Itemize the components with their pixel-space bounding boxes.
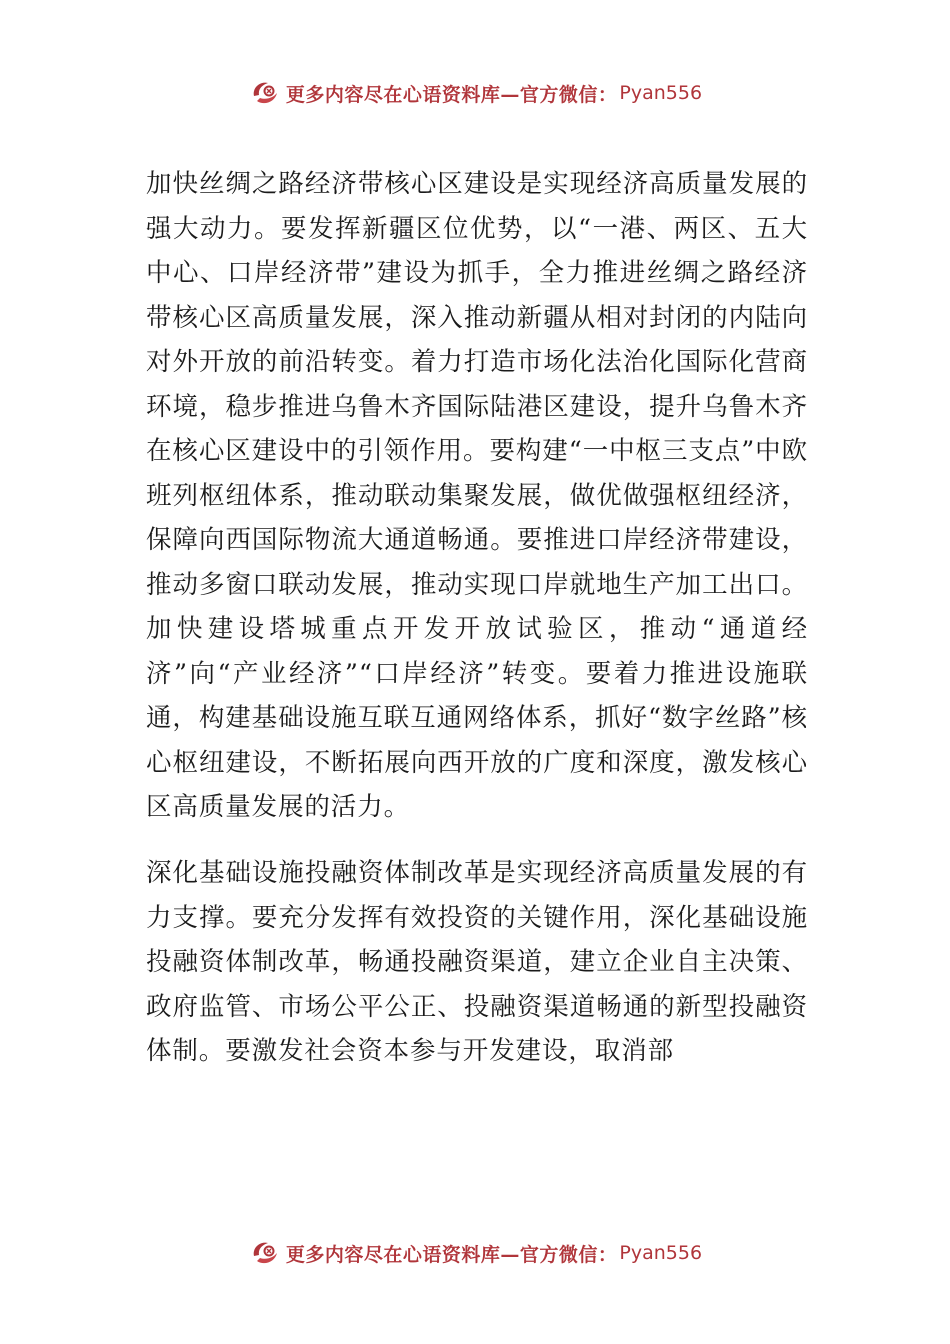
- brand-logo-icon: [248, 1236, 282, 1270]
- brand-logo-icon: [248, 76, 282, 110]
- paragraph-silk-road: 加快丝绸之路经济带核心区建设是实现经济高质量发展的强大动力。要发挥新疆区位优势，以“一港、两区、五大中心、口岸经济带”建设为抓手，全力推进丝绸之路经济带核心区高质量发展，深入推动新疆从相对封闭的内陆向对外开放的前沿转变。着力打造市场化法治化国际化营商环境，稳步推进乌鲁木齐国际陆港区建设，提升乌鲁木齐在核心区建设中的引领作用。要构建“一中枢三支点”中欧班列枢纽体系，推动联动集聚发展，做优做强枢纽经济，保障向西国际物流大通道畅通。要推进口岸经济带建设，推动多窗口联动发展，推动实现口岸就地生产加工出口。加快建设塔城重点开发开放试验区，推动“通道经济”向“产业经济”“口岸经济”转变。要着力推进设施联通，构建基础设施互联互通网络体系，抓好“数字丝路”核心枢纽建设，不断拓展向西开放的广度和深度，激发核心区高质量发展的活力。: [146, 169, 808, 822]
- header-brand-text: 更多内容尽在心语资料库—官方微信：: [285, 83, 618, 106]
- footer-wechat-handle: Pyan556: [619, 1242, 703, 1264]
- header-wechat-handle: Pyan556: [619, 82, 703, 104]
- header-banner: [0, 73, 950, 113]
- paragraph-investment-reform: 深化基础设施投融资体制改革是实现经济高质量发展的有力支撑。要充分发挥有效投资的关键作用，深化基础设施投融资体制改革，畅通投融资渠道，建立企业自主决策、政府监管、市场公平公正、投融资渠道畅通的新型投融资体制。要激发社会资本参与开发建设，取消部: [146, 858, 808, 1066]
- footer-brand-text: 更多内容尽在心语资料库—官方微信：: [285, 1243, 618, 1266]
- footer-banner: [0, 1233, 950, 1273]
